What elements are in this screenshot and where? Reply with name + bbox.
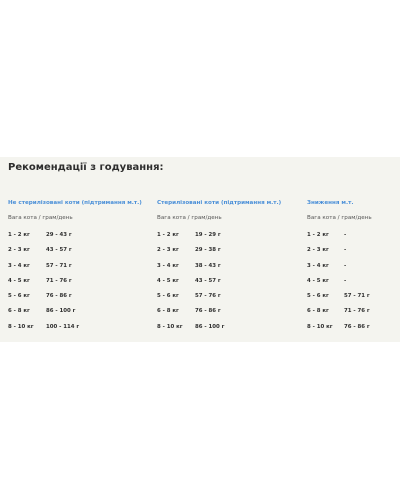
daily-amount: - [344,262,347,269]
daily-amount: 71 - 76 г [344,308,370,315]
cat-weight: 5 - 6 кг [8,293,30,300]
daily-amount: 100 - 114 г [46,323,80,330]
daily-amount: - [344,232,347,238]
table-row [157,232,281,247]
daily-amount: 57 - 76 г [195,293,221,300]
column-subheading: Вага кота / грам/день [307,215,372,221]
column-subheading: Вага кота / грам/день [8,215,73,221]
cat-weight: 3 - 4 кг [307,262,329,269]
table-row [307,263,372,278]
cat-weight: 4 - 5 кг [8,277,30,284]
feeding-recommendations-panel [0,157,400,342]
cat-weight: 8 - 10 кг [307,323,333,330]
daily-amount: 43 - 57 г [46,247,72,254]
cat-weight: 5 - 6 кг [307,293,329,300]
table-row [8,293,142,308]
cat-weight: 2 - 3 кг [8,247,30,254]
daily-amount: 57 - 71 г [46,262,72,269]
table-row [307,278,372,293]
column-heading: Стерилізовані коти (підтримання м.т.) [157,200,282,206]
daily-amount: 76 - 86 г [195,308,221,315]
table-row [157,278,281,293]
table-row [8,263,142,278]
table-row [307,293,372,308]
daily-amount: 38 - 43 г [195,262,221,269]
feeding-rows [307,232,372,339]
daily-amount: 86 - 100 г [46,308,76,315]
table-row [8,308,142,323]
cat-weight: 1 - 2 кг [307,232,329,238]
table-row [307,308,372,323]
cat-weight: 2 - 3 кг [307,247,329,254]
cat-weight: 4 - 5 кг [157,277,179,284]
column-heading: Зниження м.т. [307,200,354,206]
daily-amount: 76 - 86 г [344,323,370,330]
feeding-rows [157,232,281,339]
table-row [8,324,142,339]
cat-weight: 6 - 8 кг [8,308,30,315]
table-row [8,247,142,262]
table-row [157,263,281,278]
daily-amount: 71 - 76 г [46,277,72,284]
table-row [8,232,142,247]
column-non-sterilized [8,200,142,339]
daily-amount: - [344,277,347,284]
table-row [157,293,281,308]
daily-amount: 86 - 100 г [195,323,225,330]
table-row [157,247,281,262]
table-row [307,232,372,247]
cat-weight: 4 - 5 кг [307,277,329,284]
column-weight-loss [307,200,372,339]
daily-amount: 29 - 43 г [46,232,72,238]
daily-amount: 19 - 29 г [195,232,221,238]
daily-amount: - [344,247,347,254]
cat-weight: 8 - 10 кг [157,323,183,330]
cat-weight: 6 - 8 кг [157,308,179,315]
table-row [157,324,281,339]
daily-amount: 76 - 86 г [46,293,72,300]
cat-weight: 6 - 8 кг [307,308,329,315]
table-row [157,308,281,323]
daily-amount: 57 - 71 г [344,293,370,300]
table-row [8,278,142,293]
cat-weight: 3 - 4 кг [157,262,179,269]
feeding-rows [8,232,142,339]
daily-amount: 43 - 57 г [195,277,221,284]
daily-amount: 29 - 38 г [195,247,221,254]
cat-weight: 5 - 6 кг [157,293,179,300]
column-subheading: Вага кота / грам/день [157,215,222,221]
column-heading: Не стерилізовані коти (підтримання м.т.) [8,200,142,206]
column-sterilized [157,200,281,339]
cat-weight: 1 - 2 кг [8,232,30,238]
cat-weight: 3 - 4 кг [8,262,30,269]
cat-weight: 2 - 3 кг [157,247,179,254]
table-row [307,247,372,262]
cat-weight: 8 - 10 кг [8,323,34,330]
section-title: Рекомендації з годування: [8,162,164,173]
cat-weight: 1 - 2 кг [157,232,179,238]
table-row [307,324,372,339]
